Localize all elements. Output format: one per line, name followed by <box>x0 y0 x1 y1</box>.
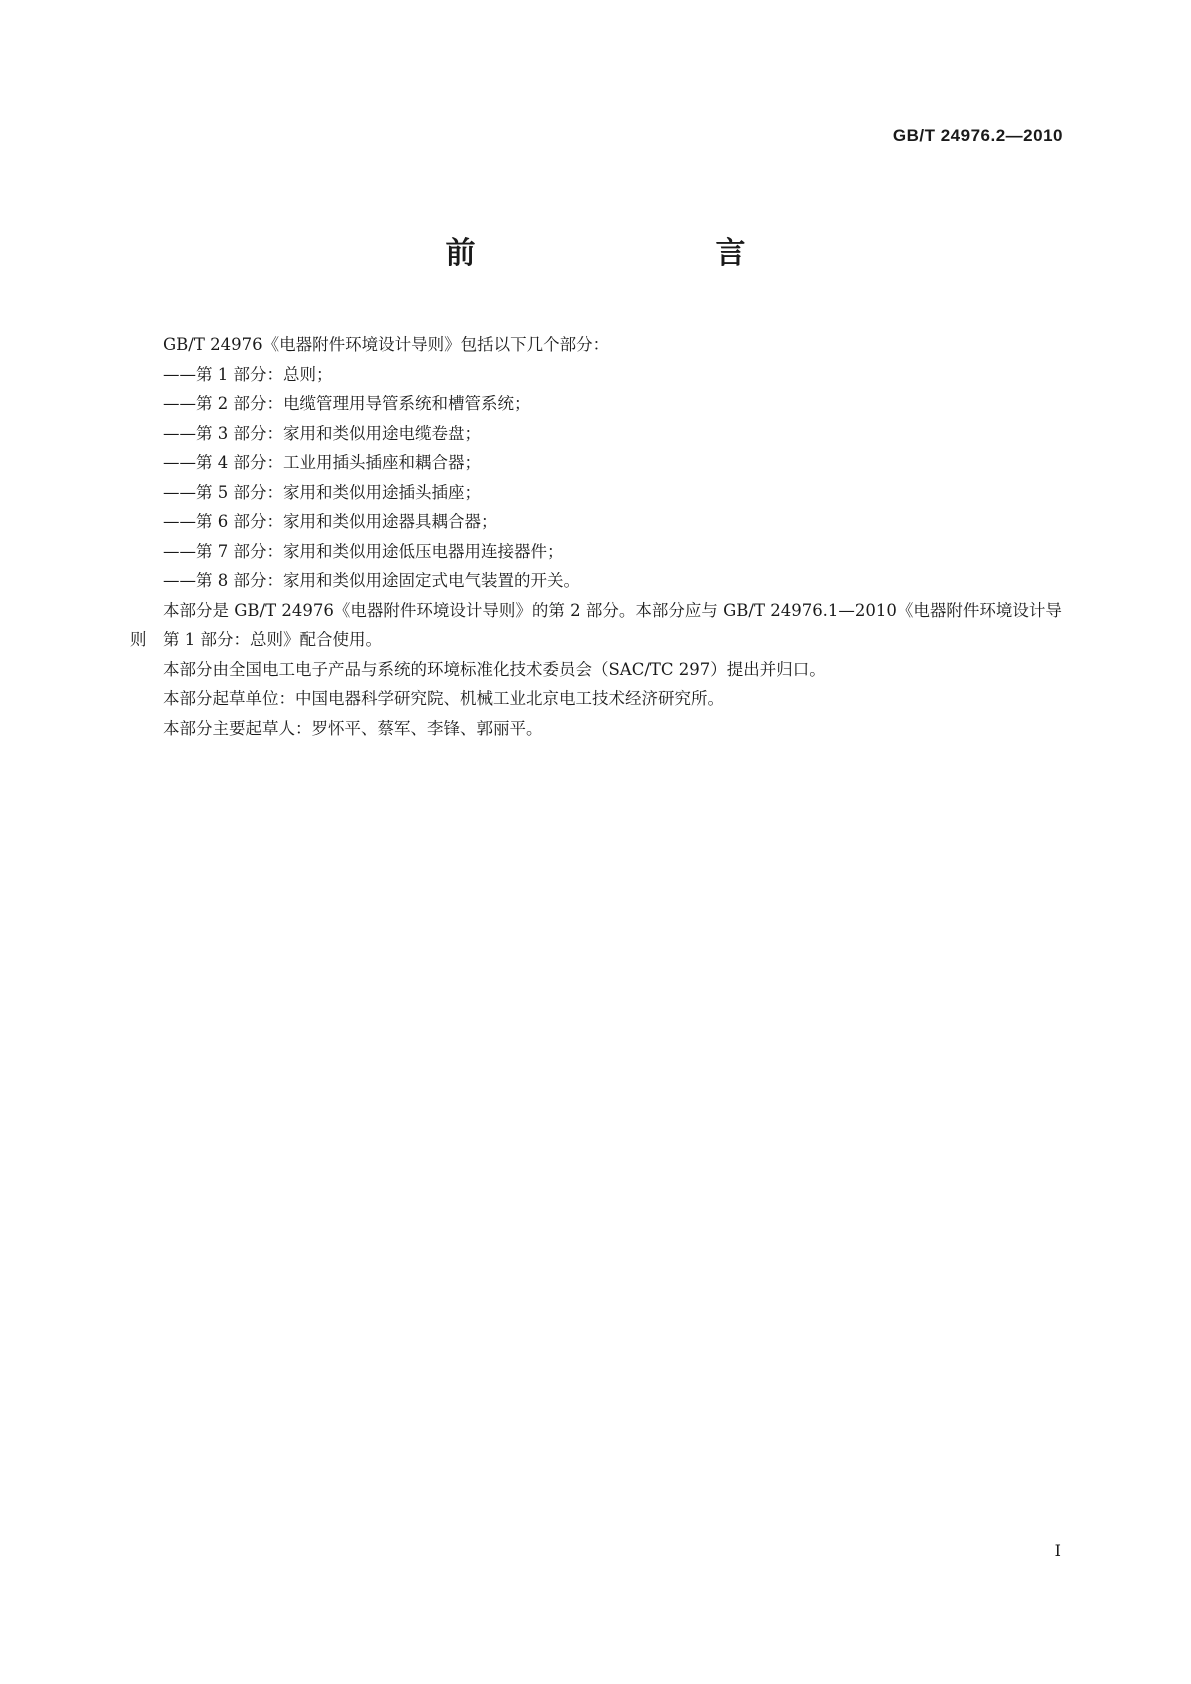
relation-paragraph: 本部分是 GB/T 24976《电器附件环境设计导则》的第 2 部分。本部分应与 GB/T 24976.1—2010《电器附件环境设计导则 第 1 部分：总则》配合使用。 <box>130 600 1062 649</box>
part-item: ——第 2 部分：电缆管理用导管系统和槽管系统； <box>163 394 531 413</box>
part-item: ——第 6 部分：家用和类似用途器具耦合器； <box>163 512 498 531</box>
part-item: ——第 8 部分：家用和类似用途固定式电气装置的开关。 <box>163 571 580 590</box>
part-item: ——第 1 部分：总则； <box>163 364 333 384</box>
drafters-paragraph: 本部分主要起草人：罗怀平、蔡军、李锋、郭丽平。 <box>163 718 543 738</box>
page-title: 前 言 <box>445 236 806 271</box>
part-item: ——第 3 部分：家用和类似用途电缆卷盘； <box>163 423 481 443</box>
committee-paragraph: 本部分由全国电工电子产品与系统的环境标准化技术委员会（SAC/TC 297）提出并归口。 <box>163 659 826 679</box>
part-item: ——第 7 部分：家用和类似用途低压电器用连接器件； <box>163 541 564 561</box>
part-item: ——第 4 部分：工业用插头插座和耦合器； <box>163 453 481 472</box>
page-number: I <box>1054 1541 1061 1560</box>
standard-code: GB/T 24976.2—2010 <box>892 126 1063 145</box>
part-item: ——第 5 部分：家用和类似用途插头插座； <box>163 482 481 502</box>
parts-list <box>130 360 1065 596</box>
intro-paragraph: GB/T 24976《电器附件环境设计导则》包括以下几个部分： <box>163 335 610 354</box>
drafting-units-paragraph: 本部分起草单位：中国电器科学研究院、机械工业北京电工技术经济研究所。 <box>163 689 724 708</box>
document-body <box>130 330 1065 743</box>
